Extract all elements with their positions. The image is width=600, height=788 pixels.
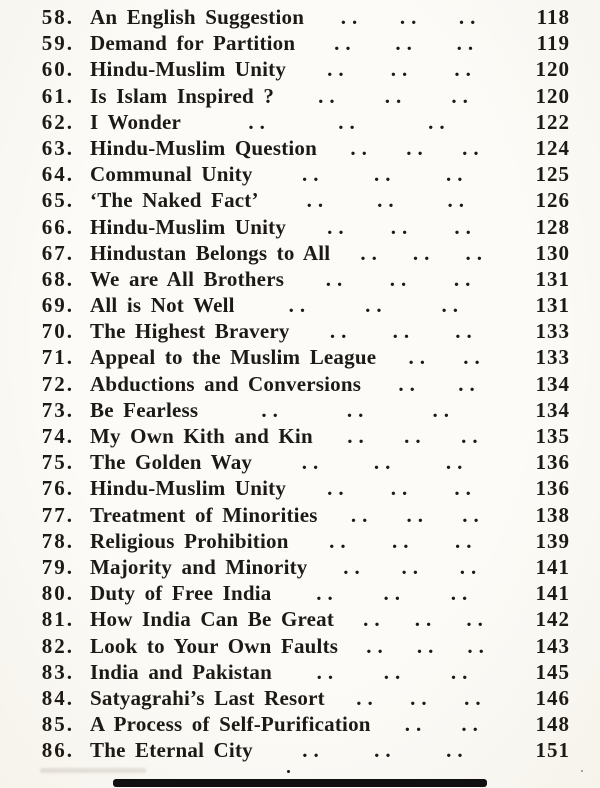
leader-dots: .. bbox=[401, 554, 424, 579]
dot-leader bbox=[338, 633, 518, 659]
entry-title: Hindu-Muslim Unity bbox=[90, 57, 287, 82]
entry-page-number: 136 bbox=[535, 450, 570, 475]
leader-dots: .. bbox=[458, 371, 481, 396]
toc-row bbox=[0, 214, 600, 240]
leader-dots: .. bbox=[450, 659, 474, 684]
toc-row bbox=[0, 371, 600, 397]
entry-number: 60. bbox=[41, 57, 74, 82]
dot-leader bbox=[272, 659, 518, 685]
leader-dots: .. bbox=[445, 450, 469, 475]
entry-number: 67. bbox=[41, 240, 74, 265]
leader-dots: .. bbox=[389, 266, 413, 291]
entry-title: We are All Brothers bbox=[90, 266, 285, 291]
leader-dots: .. bbox=[464, 685, 487, 710]
entry-title: Look to Your Own Faults bbox=[90, 633, 339, 658]
leader-dots: .. bbox=[454, 57, 477, 82]
entry-number: 82. bbox=[41, 633, 74, 658]
entry-title: Communal Unity bbox=[90, 162, 253, 187]
leader-dots: .. bbox=[301, 450, 325, 475]
leader-dots: .. bbox=[447, 188, 471, 213]
toc-row bbox=[0, 161, 600, 187]
entry-number: 58. bbox=[41, 5, 74, 29]
leader-dots: .. bbox=[467, 633, 490, 658]
entry-number: 63. bbox=[41, 135, 74, 160]
dot-leader bbox=[308, 554, 518, 580]
leader-dots: .. bbox=[316, 659, 340, 684]
leader-dots: .. bbox=[454, 476, 477, 501]
entry-title: A Process of Self-Purification bbox=[90, 712, 371, 737]
entry-number: 59. bbox=[41, 31, 74, 56]
entry-page-number: 119 bbox=[536, 31, 570, 56]
entry-title: The Eternal City bbox=[90, 738, 253, 763]
dot-leader bbox=[271, 580, 518, 606]
leader-dots: .. bbox=[456, 31, 480, 56]
entry-number: 81. bbox=[41, 607, 74, 632]
leader-dots: .. bbox=[450, 581, 474, 606]
entry-title: Majority and Minority bbox=[90, 554, 308, 579]
leader-dots: .. bbox=[463, 345, 486, 370]
dot-leader bbox=[304, 4, 518, 30]
dot-leader bbox=[181, 109, 518, 135]
entry-title: India and Pakistan bbox=[90, 659, 273, 684]
entry-page-number: 138 bbox=[535, 502, 570, 527]
leader-dots: .. bbox=[248, 109, 271, 134]
leader-dots: .. bbox=[414, 607, 438, 632]
leader-dots: .. bbox=[327, 57, 350, 82]
toc-row bbox=[0, 344, 600, 370]
entry-number: 76. bbox=[41, 476, 74, 501]
leader-dots: .. bbox=[416, 633, 440, 658]
leader-dots: .. bbox=[392, 528, 415, 553]
entry-number: 74. bbox=[41, 424, 74, 448]
leader-dots: .. bbox=[459, 554, 483, 579]
leader-dots: .. bbox=[329, 319, 353, 344]
dot-leader bbox=[376, 344, 518, 370]
leader-dots: .. bbox=[340, 5, 364, 29]
leader-dots: .. bbox=[346, 397, 370, 422]
leader-dots: .. bbox=[462, 502, 485, 527]
dot-leader bbox=[290, 318, 518, 344]
leader-dots: .. bbox=[390, 57, 414, 82]
entry-title: Treatment of Minorities bbox=[90, 502, 318, 527]
dot-leader bbox=[284, 266, 518, 292]
dot-leader bbox=[334, 606, 518, 632]
entry-page-number: 141 bbox=[535, 554, 570, 579]
leader-dots: .. bbox=[374, 162, 397, 187]
leader-dots: .. bbox=[360, 240, 383, 265]
leader-dots: .. bbox=[458, 5, 482, 29]
entry-number: 66. bbox=[41, 214, 74, 239]
leader-dots: .. bbox=[350, 135, 373, 160]
dot-leader bbox=[286, 214, 518, 240]
entry-title: Hindu-Muslim Unity bbox=[90, 476, 287, 501]
toc-row bbox=[0, 83, 600, 109]
entry-title: How India Can Be Great bbox=[90, 607, 335, 632]
entry-page-number: 128 bbox=[535, 214, 570, 239]
scan-speck-artifact bbox=[287, 770, 290, 773]
leader-dots: .. bbox=[455, 528, 478, 553]
entry-page-number: 151 bbox=[535, 738, 570, 763]
entry-number: 62. bbox=[41, 109, 74, 134]
entry-title: ‘The Naked Fact’ bbox=[90, 188, 259, 213]
leader-dots: .. bbox=[390, 476, 414, 501]
entry-page-number: 131 bbox=[535, 293, 570, 318]
entry-number: 70. bbox=[41, 319, 74, 344]
entry-page-number: 120 bbox=[535, 83, 570, 108]
leader-dots: .. bbox=[441, 293, 465, 318]
leader-dots: .. bbox=[318, 83, 341, 108]
dot-leader bbox=[371, 711, 518, 737]
dot-leader bbox=[318, 502, 518, 528]
entry-page-number: 148 bbox=[535, 712, 570, 737]
toc-row bbox=[0, 502, 600, 528]
leader-dots: .. bbox=[461, 712, 484, 737]
leader-dots: .. bbox=[410, 685, 433, 710]
toc-row bbox=[0, 30, 600, 56]
entry-page-number: 146 bbox=[535, 685, 570, 710]
entry-number: 85. bbox=[41, 712, 74, 737]
entry-number: 83. bbox=[41, 659, 74, 684]
scan-speck-artifact bbox=[581, 770, 583, 772]
toc-row bbox=[0, 187, 600, 213]
leader-dots: .. bbox=[398, 371, 421, 396]
leader-dots: .. bbox=[347, 424, 370, 448]
entry-page-number: 134 bbox=[535, 371, 570, 396]
entry-title: Duty of Free India bbox=[90, 581, 272, 606]
entry-title: Abductions and Conversions bbox=[90, 371, 362, 396]
entry-page-number: 120 bbox=[535, 57, 570, 82]
leader-dots: .. bbox=[338, 109, 361, 134]
dot-leader bbox=[253, 737, 518, 763]
dot-leader bbox=[286, 56, 518, 82]
leader-dots: .. bbox=[384, 83, 408, 108]
leader-dots: .. bbox=[325, 266, 349, 291]
dot-leader bbox=[259, 187, 518, 213]
entry-page-number: 130 bbox=[535, 240, 570, 265]
toc-row bbox=[0, 135, 600, 161]
entry-number: 61. bbox=[41, 83, 74, 108]
entry-title: The Highest Bravery bbox=[90, 319, 290, 344]
toc-row bbox=[0, 397, 600, 423]
leader-dots: .. bbox=[302, 162, 325, 187]
dot-leader bbox=[235, 292, 518, 318]
leader-dots: .. bbox=[306, 188, 330, 213]
leader-dots: .. bbox=[334, 31, 357, 56]
toc-row bbox=[0, 554, 600, 580]
entry-title: My Own Kith and Kin bbox=[90, 424, 313, 448]
entry-page-number: 139 bbox=[535, 528, 570, 553]
entry-page-number: 145 bbox=[535, 659, 570, 684]
dot-leader bbox=[286, 475, 518, 501]
toc-row bbox=[0, 318, 600, 344]
leader-dots: .. bbox=[316, 581, 339, 606]
entry-page-number: 124 bbox=[535, 135, 570, 160]
entry-title: Hindu-Muslim Question bbox=[90, 135, 317, 160]
leader-dots: .. bbox=[327, 476, 350, 501]
entry-number: 79. bbox=[41, 554, 74, 579]
entry-title: Appeal to the Muslim League bbox=[90, 345, 377, 370]
leader-dots: .. bbox=[366, 633, 389, 658]
dot-leader bbox=[295, 30, 518, 56]
entry-title: An English Suggestion bbox=[90, 5, 305, 29]
leader-dots: .. bbox=[455, 319, 478, 344]
entry-page-number: 135 bbox=[535, 424, 570, 448]
leader-dots: .. bbox=[461, 424, 484, 448]
entry-number: 77. bbox=[41, 502, 74, 527]
toc-row bbox=[0, 423, 600, 449]
leader-dots: .. bbox=[454, 214, 477, 239]
toc-row bbox=[0, 737, 600, 763]
toc-row bbox=[0, 475, 600, 501]
entry-number: 73. bbox=[41, 397, 74, 422]
entry-page-number: 143 bbox=[535, 633, 570, 658]
entry-number: 86. bbox=[41, 738, 74, 763]
entry-number: 64. bbox=[41, 162, 74, 187]
dot-leader bbox=[274, 83, 518, 109]
leader-dots: .. bbox=[406, 502, 430, 527]
entry-title: Satyagrahi’s Last Resort bbox=[90, 685, 325, 710]
toc-row bbox=[0, 449, 600, 475]
leader-dots: .. bbox=[465, 240, 488, 265]
toc-row bbox=[0, 266, 600, 292]
leader-dots: .. bbox=[404, 424, 427, 448]
dot-leader bbox=[317, 135, 518, 161]
entry-page-number: 126 bbox=[535, 188, 570, 213]
entry-number: 65. bbox=[41, 188, 74, 213]
entry-title: Is Islam Inspired ? bbox=[90, 83, 275, 108]
entry-page-number: 131 bbox=[535, 266, 570, 291]
toc-row bbox=[0, 240, 600, 266]
leader-dots: .. bbox=[374, 738, 397, 763]
entry-page-number: 118 bbox=[536, 5, 570, 29]
leader-dots: .. bbox=[445, 162, 469, 187]
entry-number: 80. bbox=[41, 581, 74, 606]
leader-dots: .. bbox=[288, 293, 312, 318]
toc-row bbox=[0, 685, 600, 711]
scan-smudge-artifact bbox=[40, 768, 146, 773]
toc-row bbox=[0, 56, 600, 82]
entry-title: The Golden Way bbox=[90, 450, 253, 475]
entry-number: 84. bbox=[41, 685, 74, 710]
scan-artifact-bar bbox=[113, 779, 487, 787]
dot-leader bbox=[289, 528, 518, 554]
entry-title: Demand for Partition bbox=[90, 31, 296, 56]
entry-number: 75. bbox=[41, 450, 74, 475]
leader-dots: .. bbox=[428, 109, 451, 134]
entry-title: I Wonder bbox=[90, 109, 181, 134]
entry-number: 72. bbox=[41, 371, 74, 396]
leader-dots: .. bbox=[451, 83, 474, 108]
dot-leader bbox=[252, 449, 518, 475]
leader-dots: .. bbox=[466, 607, 489, 632]
leader-dots: .. bbox=[261, 397, 284, 422]
leader-dots: .. bbox=[412, 240, 436, 265]
leader-dots: .. bbox=[327, 214, 350, 239]
leader-dots: .. bbox=[446, 738, 469, 763]
entry-page-number: 134 bbox=[535, 397, 570, 422]
entry-page-number: 141 bbox=[535, 581, 570, 606]
dot-leader bbox=[198, 397, 518, 423]
dot-leader bbox=[253, 161, 518, 187]
dot-leader bbox=[361, 371, 518, 397]
toc-row bbox=[0, 580, 600, 606]
leader-dots: .. bbox=[383, 659, 407, 684]
leader-dots: .. bbox=[390, 214, 414, 239]
leader-dots: .. bbox=[373, 450, 397, 475]
dot-leader bbox=[313, 423, 518, 449]
entry-number: 71. bbox=[41, 345, 74, 370]
entry-number: 78. bbox=[41, 528, 74, 553]
toc-row bbox=[0, 528, 600, 554]
toc-row bbox=[0, 633, 600, 659]
toc-row bbox=[0, 292, 600, 318]
entry-page-number: 125 bbox=[535, 162, 570, 187]
leader-dots: .. bbox=[395, 31, 418, 56]
leader-dots: .. bbox=[356, 685, 379, 710]
leader-dots: .. bbox=[350, 502, 374, 527]
leader-dots: .. bbox=[462, 135, 485, 160]
leader-dots: .. bbox=[399, 5, 423, 29]
entry-page-number: 136 bbox=[535, 476, 570, 501]
entry-title: All is Not Well bbox=[90, 293, 235, 318]
entry-title: Hindu-Muslim Unity bbox=[90, 214, 287, 239]
entry-title: Be Fearless bbox=[90, 397, 199, 422]
entry-title: Religious Prohibition bbox=[90, 528, 289, 553]
leader-dots: .. bbox=[406, 135, 429, 160]
dot-leader bbox=[325, 685, 518, 711]
leader-dots: .. bbox=[453, 266, 477, 291]
leader-dots: .. bbox=[302, 738, 325, 763]
toc-list bbox=[0, 4, 600, 763]
leader-dots: .. bbox=[329, 528, 352, 553]
entry-number: 68. bbox=[41, 266, 74, 291]
leader-dots: .. bbox=[392, 319, 416, 344]
leader-dots: .. bbox=[365, 293, 388, 318]
entry-title: Hindustan Belongs to All bbox=[90, 240, 331, 265]
leader-dots: .. bbox=[383, 581, 406, 606]
toc-row bbox=[0, 606, 600, 632]
leader-dots: .. bbox=[432, 397, 455, 422]
dot-leader bbox=[330, 240, 518, 266]
toc-row bbox=[0, 711, 600, 737]
leader-dots: .. bbox=[404, 712, 428, 737]
entry-page-number: 133 bbox=[535, 345, 570, 370]
entry-page-number: 133 bbox=[535, 319, 570, 344]
leader-dots: .. bbox=[343, 554, 366, 579]
toc-row bbox=[0, 109, 600, 135]
leader-dots: .. bbox=[377, 188, 400, 213]
leader-dots: .. bbox=[363, 607, 386, 632]
toc-row bbox=[0, 659, 600, 685]
toc-row bbox=[0, 4, 600, 30]
entry-number: 69. bbox=[41, 293, 74, 318]
entry-page-number: 142 bbox=[535, 607, 570, 632]
entry-page-number: 122 bbox=[535, 109, 570, 134]
leader-dots: .. bbox=[408, 345, 431, 370]
